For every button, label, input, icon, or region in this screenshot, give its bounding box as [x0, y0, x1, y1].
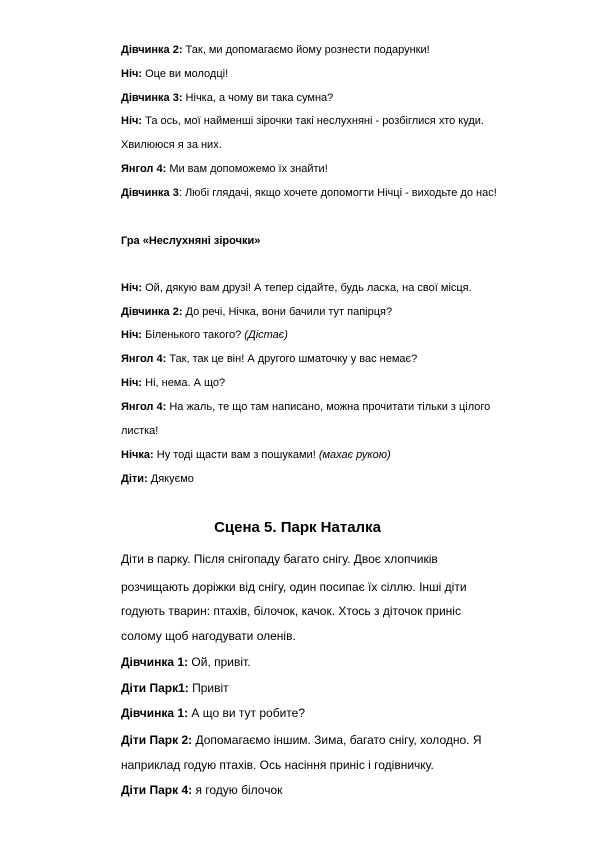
dialogue-text: Так, так це він! А другого шматочку у вас немає?	[166, 353, 418, 365]
speaker-label: Янгол 4:	[121, 353, 167, 365]
dialogue-text: я годую білочок	[192, 783, 283, 797]
dialogue-text: Нічка, а чому ви така сумна?	[182, 92, 334, 104]
speaker-label: Дівчинка 2:	[121, 44, 183, 56]
dialogue-line	[121, 162, 328, 176]
dialogue-line	[121, 400, 490, 414]
dialogue-continuation	[121, 138, 222, 152]
speaker-label: Ніч:	[121, 68, 143, 80]
speaker-label: Янгол 4:	[121, 163, 167, 175]
dialogue-text: Хвилююся я за них.	[121, 139, 222, 151]
dialogue-line	[121, 186, 497, 200]
speaker-label: Ніч:	[121, 282, 143, 294]
dialogue-text: Допомагаємо іншим. Зима, багато снігу, холодно. Я	[192, 733, 482, 747]
dialogue-text: листка!	[121, 425, 159, 437]
dialogue-line	[121, 733, 482, 747]
stage-direction: (махає рукою)	[318, 449, 391, 461]
stage-direction: (Дістає)	[244, 329, 288, 341]
game-title: Гра «Неслухняні зірочки»	[121, 235, 261, 247]
dialogue-text: Біленького такого?	[142, 329, 245, 341]
dialogue-line	[121, 655, 251, 669]
speaker-label: Ніч:	[121, 329, 143, 341]
dialogue-line	[121, 783, 282, 797]
dialogue-text: наприклад годую птахів. Ось насіння приніс і годівничку.	[121, 758, 434, 772]
dialogue-text: Ой, привіт.	[188, 655, 251, 669]
speaker-label: Дівчинка 1:	[121, 706, 189, 720]
speaker-label: Діти Парк 2:	[121, 733, 193, 747]
dialogue-text: До речі, Нічка, вони бачили тут папірця?	[182, 306, 393, 318]
dialogue-line	[121, 706, 305, 720]
dialogue-line	[121, 43, 430, 57]
speaker-label: Діти:	[121, 473, 148, 485]
dialogue-text: Ми вам допоможемо їх знайти!	[166, 163, 328, 175]
scene-description-line: годують тварин: птахів, білочок, качок. Хтось з діточок приніс	[121, 604, 461, 618]
dialogue-line	[121, 472, 194, 486]
dialogue-line	[121, 114, 484, 128]
dialogue-text: Та ось, мої найменші зірочки такі неслухняні - розбіглися хто куди.	[142, 115, 484, 127]
dialogue-text: На жаль, те що там написано, можна прочитати тільки з цілого	[166, 401, 491, 413]
dialogue-continuation	[121, 758, 434, 772]
dialogue-text: А що ви тут робите?	[188, 706, 306, 720]
speaker-label: Нічка:	[121, 449, 154, 461]
dialogue-text: Так, ми допомагаємо йому рознести подарунки!	[182, 44, 430, 56]
dialogue-line	[121, 281, 472, 295]
dialogue-line	[121, 305, 392, 319]
dialogue-line	[121, 681, 229, 695]
dialogue-text: Привіт	[188, 681, 229, 695]
speaker-label: Ніч:	[121, 377, 143, 389]
dialogue-line	[121, 352, 417, 366]
dialogue-text: Дякуємо	[147, 473, 194, 485]
dialogue-text: Ні, нема. А що?	[142, 377, 226, 389]
dialogue-line	[121, 67, 228, 81]
speaker-label: Дівчинка 3	[121, 187, 179, 199]
dialogue-line	[121, 328, 288, 342]
dialogue-continuation	[121, 424, 158, 438]
speaker-label: Дівчинка 3:	[121, 92, 183, 104]
dialogue-line	[121, 376, 225, 390]
dialogue-text: : Любі глядачі, якщо хочете допомогти Нічці - виходьте до нас!	[178, 187, 497, 199]
scene-description-line: розчищають доріжки від снігу, один посипає їх сіллю. Інші діти	[121, 580, 467, 594]
speaker-label: Янгол 4:	[121, 401, 167, 413]
speaker-label: Дівчинка 2:	[121, 306, 183, 318]
scene-heading: Сцена 5. Парк Наталка	[214, 519, 381, 536]
dialogue-text: Оце ви молодці!	[142, 68, 229, 80]
speaker-label: Діти Парк 4:	[121, 783, 193, 797]
dialogue-line	[121, 91, 333, 105]
dialogue-text: Ой, дякую вам друзі! А тепер сідайте, будь ласка, на свої місця.	[142, 282, 472, 294]
dialogue-line	[121, 448, 391, 462]
speaker-label: Ніч:	[121, 115, 143, 127]
speaker-label: Діти Парк1:	[121, 681, 189, 695]
dialogue-text: Ну тоді щасти вам з пошуками!	[153, 449, 319, 461]
speaker-label: Дівчинка 1:	[121, 655, 189, 669]
scene-description-line: солому щоб нагодувати оленів.	[121, 629, 296, 643]
scene-description-line: Діти в парку. Після снігопаду багато снігу. Двоє хлопчиків	[121, 552, 438, 566]
